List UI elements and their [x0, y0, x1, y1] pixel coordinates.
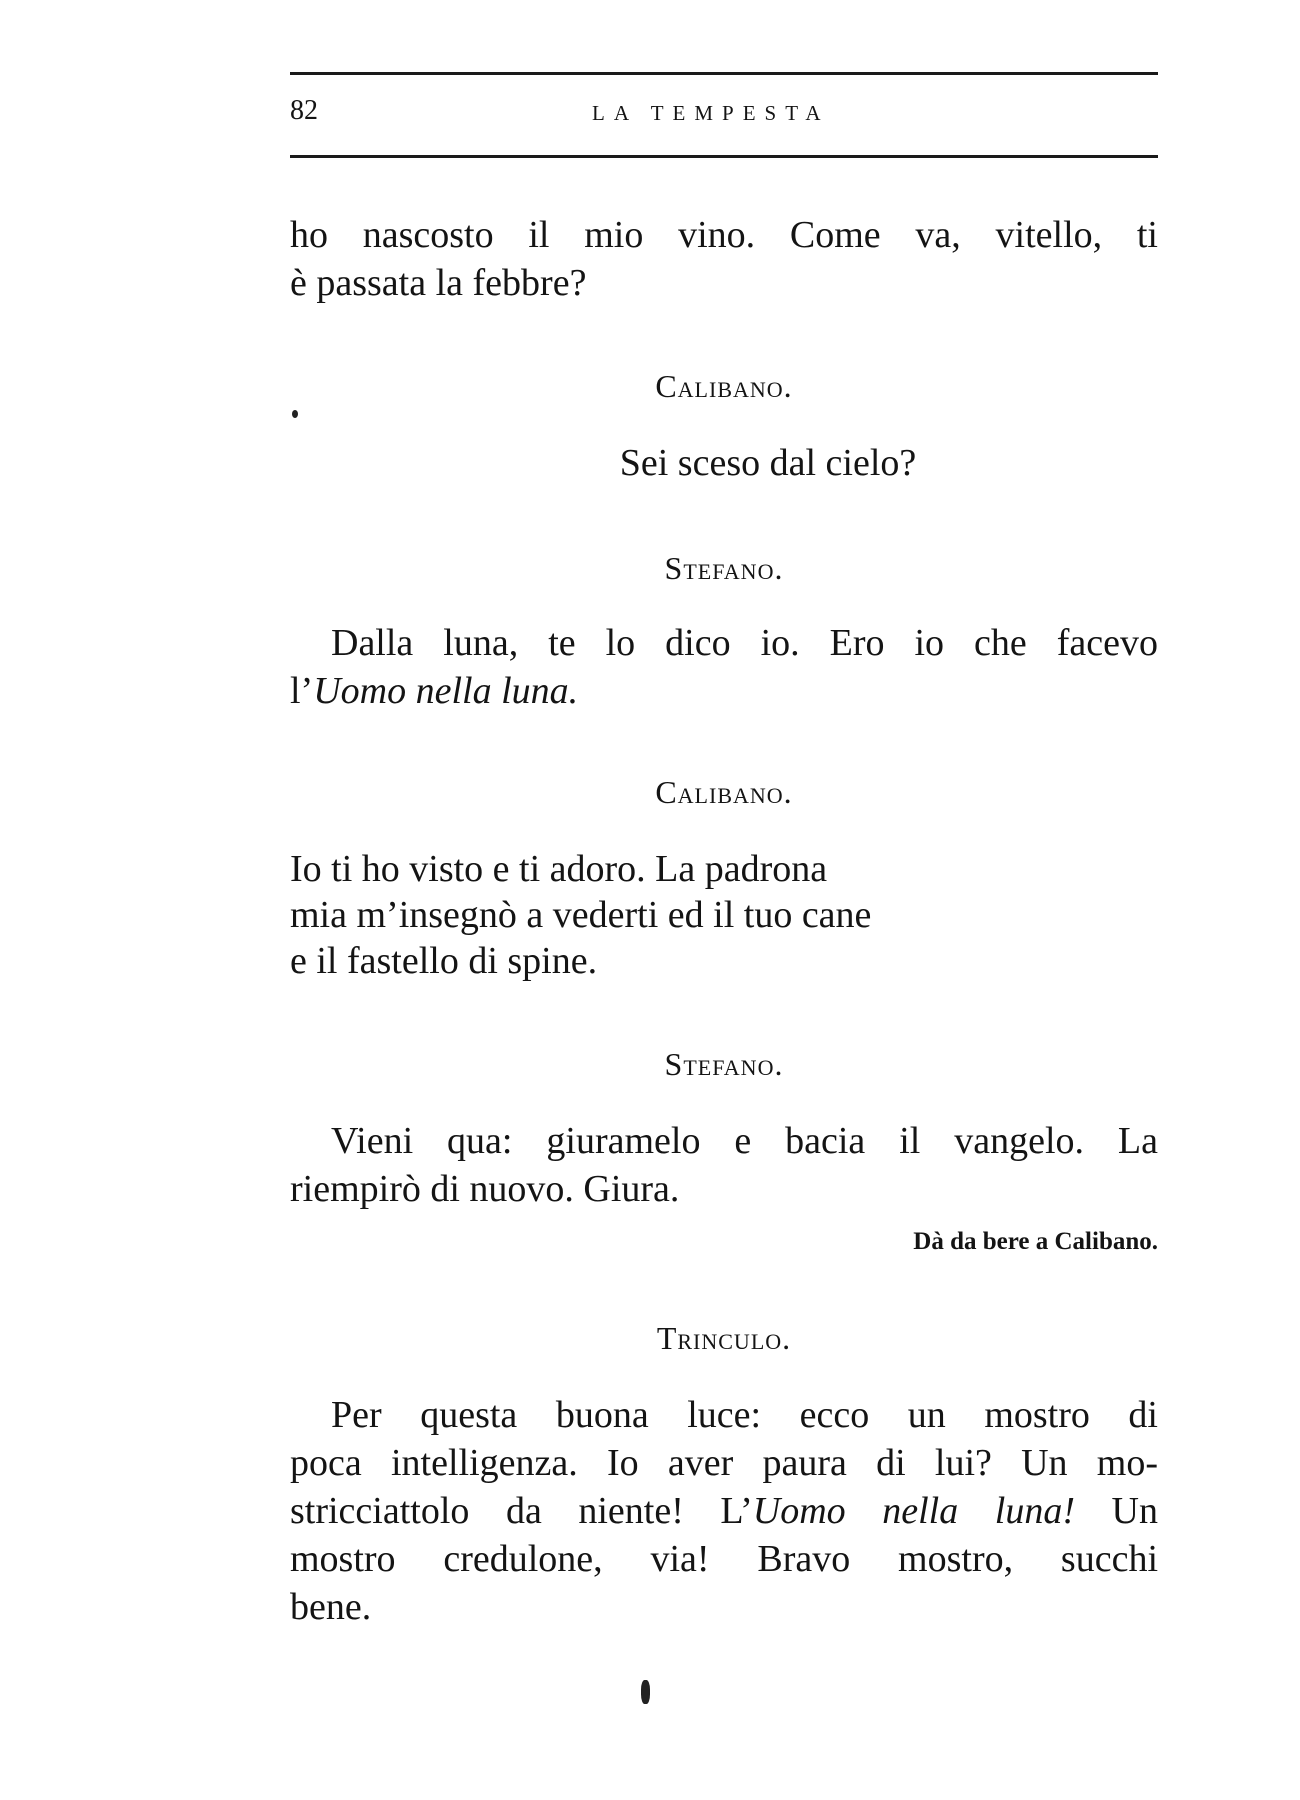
stage-direction: Dà da bere a Calibano. [913, 1228, 1158, 1255]
verse-line-3: e il fastello di spine. [290, 940, 598, 982]
text-line-2: è passata la febbre? [290, 262, 587, 304]
page-number: 82 [290, 95, 318, 126]
text-line-9: Vieni qua: giuramelo e bacia il vangelo. La [331, 1120, 1158, 1162]
verse-line-2: mia m’insegnò a vederti ed il tuo cane [290, 894, 872, 936]
verse-line-1: Io ti ho visto e ti adoro. La padrona [290, 848, 828, 890]
ink-speck [292, 410, 298, 418]
text-line-12: poca intelligenza. Io aver paura di lui? Un mo- [290, 1442, 1158, 1484]
text-line-13-start: stricciattolo da niente! L’ [290, 1490, 753, 1532]
speaker-stefano-2: Stefano. [664, 1046, 784, 1082]
text-line-5-italic: Uomo nella luna. [313, 670, 579, 712]
text-line-13-end: Un [1074, 1490, 1158, 1532]
text-line-1: ho nascosto il mio vino. Come va, vitello, ti [290, 214, 1158, 256]
text-line-3: Sei sceso dal cielo? [619, 442, 917, 484]
header-bottom-rule [290, 155, 1158, 158]
text-line-13-italic: Uomo nella luna! [752, 1490, 1075, 1532]
text-line-14: mostro credulone, via! Bravo mostro, succhi [290, 1538, 1158, 1580]
text-line-5-prefix: l’ [290, 670, 314, 712]
text-line-5 [290, 668, 1158, 714]
speaker-calibano-1: Calibano. [655, 368, 793, 404]
text-line-15: bene. [290, 1586, 372, 1628]
speaker-trinculo: Trinculo. [656, 1320, 792, 1356]
text-line-10: riempirò di nuovo. Giura. [290, 1168, 680, 1210]
text-line-13 [290, 1488, 1158, 1534]
ink-mark [641, 1680, 650, 1704]
speaker-calibano-2: Calibano. [655, 774, 793, 810]
speaker-stefano-1: Stefano. [664, 550, 784, 586]
text-line-4: Dalla luna, te lo dico io. Ero io che facevo [331, 622, 1158, 664]
text-line-11: Per questa buona luce: ecco un mostro di [331, 1394, 1158, 1436]
header-top-rule [290, 72, 1158, 75]
running-title: LA TEMPESTA [592, 101, 830, 125]
